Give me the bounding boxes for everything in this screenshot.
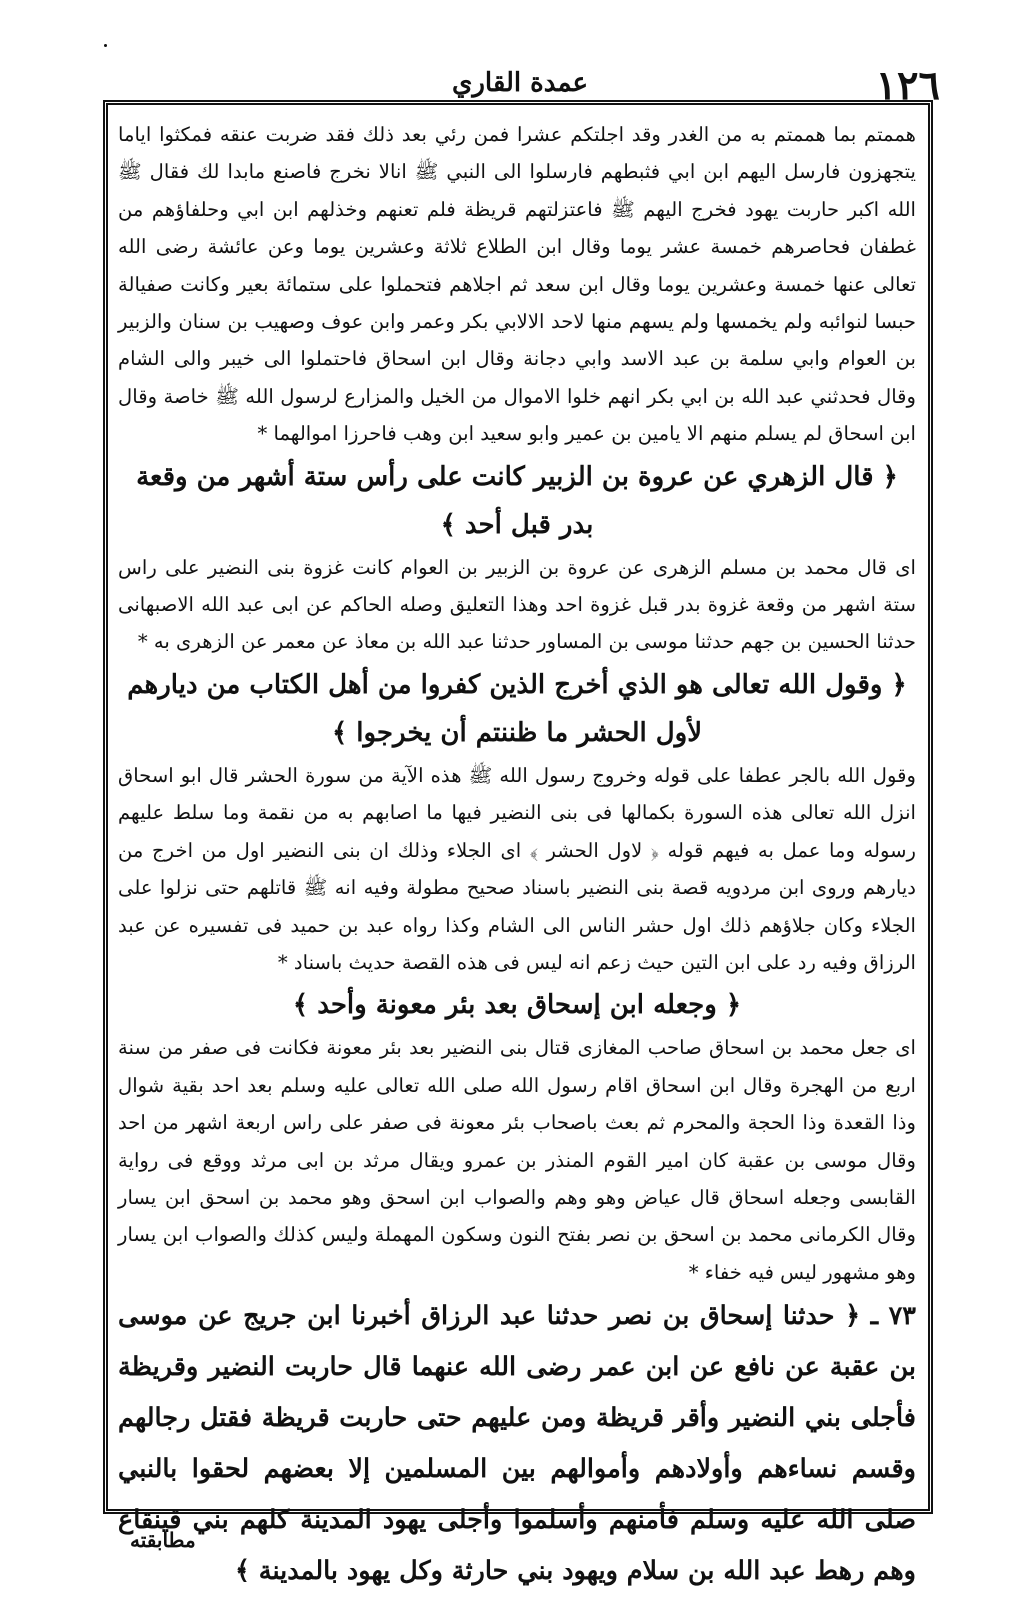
page-number: ١٢٦	[875, 62, 940, 109]
commentary-paragraph: هممتم بما هممتم به من الغدر وقد اجلتكم عشرا فمن رئي بعد ذلك فقد ضربت عنقه فمكثوا اياما يتجهزون فارسل اليهم ابن ابي فثبطهم فارسلوا الى النبي ﷺ انالا نخرج فاصنع مابدا لك فقال ﷺ الله اكبر حاربت يهود فخرج اليهم ﷺ فاعتزلتهم قريظة فلم تعنهم وخذلهم ابن ابي وحلفاؤهم من غطفان فحاصرهم خمسة عشر يوما وقال ابن الطلاع ثلاثة وعشرين يوما وعن عائشة رضى الله تعالى عنها خمسة وعشرين يوما وقال ابن سعد ثم اجلاهم فتحملوا على ستمائة بعير وكانت صفيالة حبسا لنوائبه ولم يخمسها ولم يسهم منها لاحد الالابي بكر وعمر وابن عوف وصهيب بن سنان والزبير بن العوام وابي سلمة بن عبد الاسد وابي دجانة وقال ابن اسحاق فاحتملوا الى خيبر والى الشام وقال فحدثني عبد الله بن ابي بكر انهم خلوا الاموال من الخيل والمزارع لرسول الله ﷺ خاصة وقال ابن اسحاق لم يسلم منهم الا يامين بن عمير وابو سعيد ابن وهب فاحرزا اموالهما *	[118, 123, 916, 446]
running-title: عمدة القاري	[452, 68, 588, 98]
commentary-paragraph: اى جعل محمد بن اسحاق صاحب المغازى قتال بنى النضير بعد بئر معونة فكانت فى صفر من سنة اربع من الهجرة وقال ابن اسحاق اقام رسول الله صلى الله تعالى عليه وسلم بعد احد بقية شوال وذا القعدة وذا الحجة والمحرم ثم بعث باصحاب بئر معونة فى صفر على راس اربعة اشهر من احد وقال موسى بن عقبة كان امير القوم المنذر بن عمرو ويقال مرثد بن ابى مرثد ووقع فى رواية القابسى وجعله اسحاق قال عياض وهو وهم والصواب ابن اسحق وهو محمد بن اسحق ابن يسار وقال الكرمانى محمد بن اسحق بن نصر بفتح النون وسكون المهملة وليس كذلك والصواب ابن يسار وهو مشهور ليس فيه خفاء *	[118, 1036, 916, 1284]
ink-speck	[104, 44, 107, 47]
hadith-text: ٧٣ ـ ﴿ حدثنا إسحاق بن نصر حدثنا عبد الرزاق أخبرنا ابن جريج عن موسى بن عقبة عن نافع عن ابن عمر رضى الله عنهما قال حاربت النضير وقريظة فأجلى بني النضير وأقر قريظة ومن عليهم حتى حاربت قريظة فقتل رجالهم وقسم نساءهم وأولادهم وأموالهم بين المسلمين إلا بعضهم لحقوا بالنبي صلى الله عليه وسلم فأمنهم وأسلموا وأجلى يهود المدينة كلهم بني قينقاع وهم رهط عبد الله بن سلام ويهود بني حارثة وكل يهود بالمدينة ﴾	[118, 1301, 916, 1587]
commentary-paragraph: اى قال محمد بن مسلم الزهرى عن عروة بن الزبير بن العوام كانت غزوة بنى النضير على راس ستة اشهر من وقعة غزوة بدر قبل غزوة احد وهذا التعليق وصله الحاكم عن ابى عبد الله الاصبهانى حدثنا الحسين بن جهم حدثنا موسى بن المساور حدثنا عبد الله بن معاذ عن معمر عن الزهرى به *	[118, 555, 916, 654]
catchword: مطابقته	[130, 1528, 196, 1552]
commentary-paragraph: وقول الله بالجر عطفا على قوله وخروج رسول الله ﷺ هذه الآية من سورة الحشر قال ابو اسحاق انزل الله تعالى هذه السورة بكمالها فى بنى النضير فيها ما اصابهم به من نقمة وما سلط عليهم رسوله وما عمل به فيهم قوله ﴿ لاول الحشر ﴾ اى الجلاء وذلك ان بنى النضير اول من اخرج من ديارهم وروى ابن مردويه قصة بنى النضير باسناد صحيح مطولة وفيه انه ﷺ قاتلهم حتى نزلوا على الجلاء وكان جلاؤهم ذلك اول حشر الناس الى الشام وكذا رواه عبد بن حميد فى تفسيره عن عبد الرزاق وفيه رد على ابن التين حيث زعم انه ليس فى هذه القصة حديث باسناد *	[118, 763, 916, 974]
page-header	[100, 62, 940, 109]
matn-heading: ﴿ وجعله ابن إسحاق بعد بئر معونة وأحد ﴾	[292, 990, 742, 1021]
matn-heading: ﴿ وقول الله تعالى هو الذي أخرج الذين كفروا من أهل الكتاب من ديارهم لأول الحشر ما ظننتم أن يخرجوا ﴾	[127, 669, 907, 748]
matn-heading: ﴿ قال الزهري عن عروة بن الزبير كانت على رأس ستة أشهر من وقعة بدر قبل أحد ﴾	[136, 461, 898, 540]
